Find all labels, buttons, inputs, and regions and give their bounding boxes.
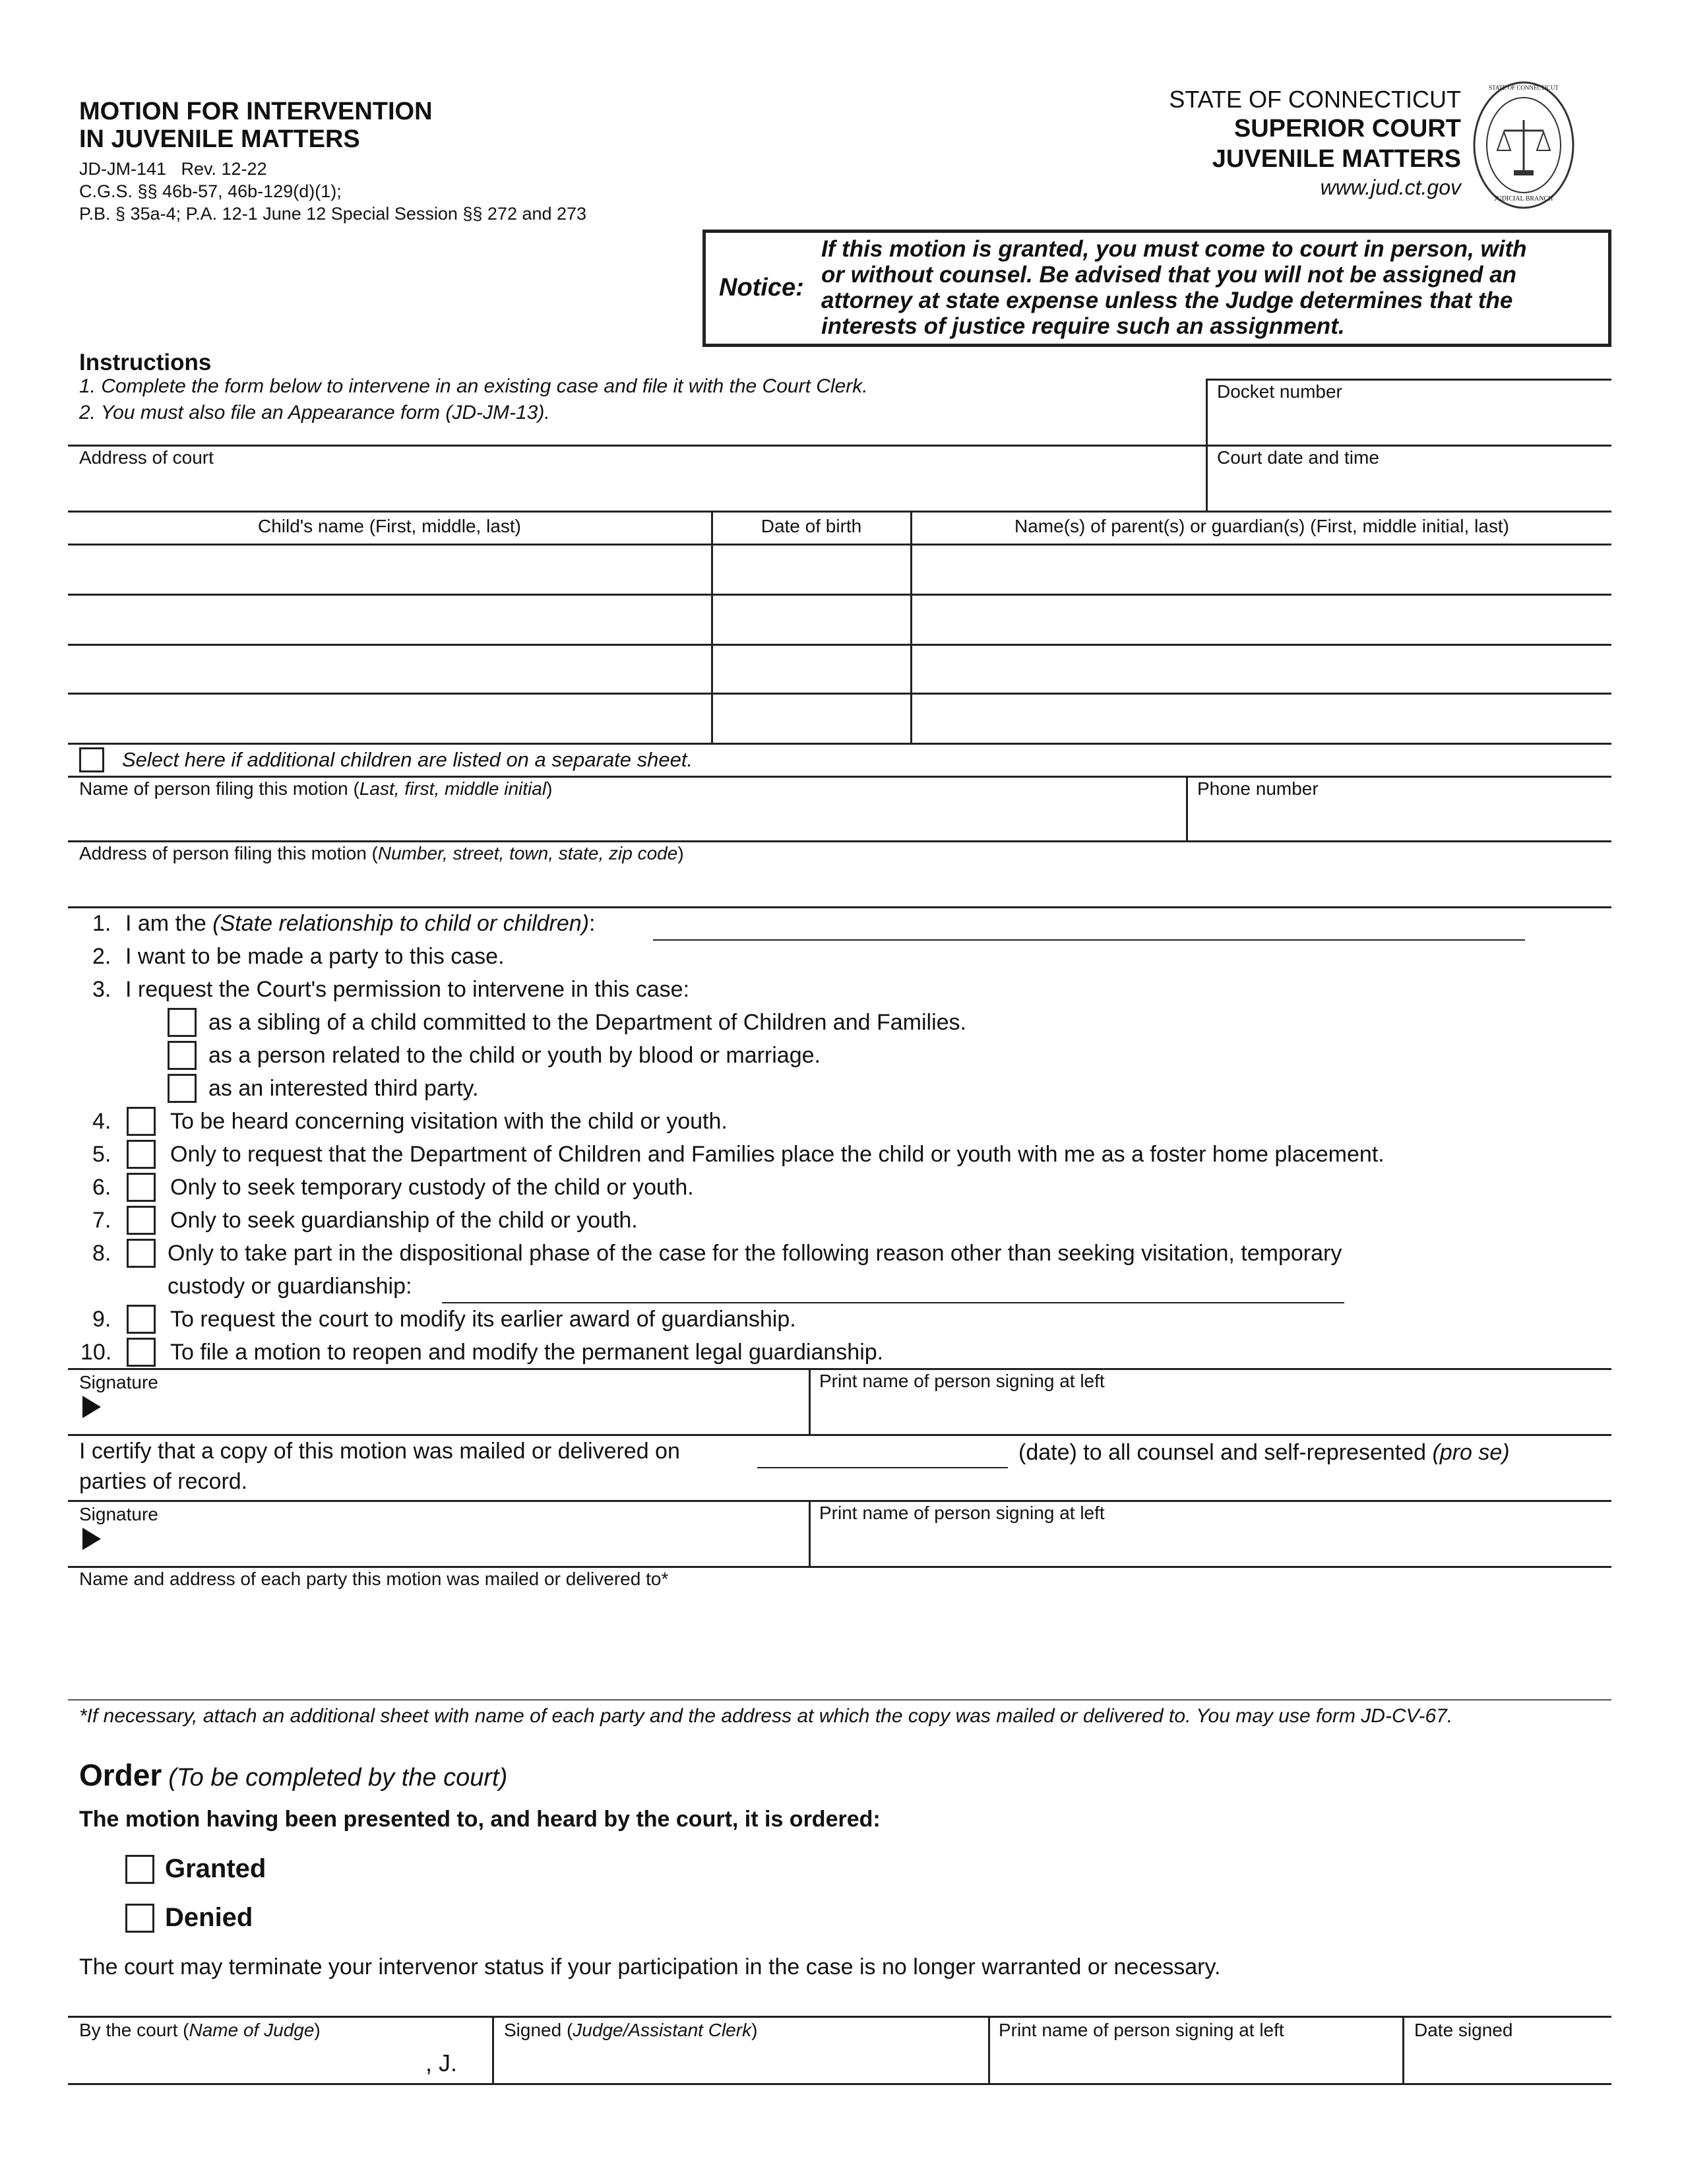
address-of-court-field[interactable] — [68, 470, 1202, 509]
notice-line4: interests of justice require such an assignment. — [821, 313, 1345, 339]
judicial-seal-icon — [1471, 79, 1576, 211]
notice-line2: or without counsel. Be advised that you will not be assigned an — [821, 262, 1517, 288]
address-of-court-label: Address of court — [79, 447, 214, 468]
filer-address-text: Address of person filing this motion ( — [79, 843, 378, 863]
statement-4-text: To be heard concerning visitation with the child or youth. — [170, 1109, 728, 1134]
parents-header: Name(s) of parent(s) or guardian(s) (First, middle initial, last) — [1014, 516, 1509, 536]
rule — [1402, 2016, 1404, 2084]
signature-field[interactable] — [68, 1393, 807, 1434]
statement-2-text: I want to be made a party to this case. — [125, 944, 505, 969]
statement-1-colon: : — [589, 911, 596, 936]
division-name: JUVENILE MATTERS — [1212, 145, 1461, 173]
rule — [68, 1434, 1611, 1436]
filer-name-text: Name of person filing this motion ( — [79, 778, 359, 799]
denied-label: Denied — [165, 1903, 253, 1932]
filer-name-label — [79, 778, 552, 799]
filer-name-close: ) — [546, 778, 553, 799]
phone-number-field[interactable] — [1190, 801, 1611, 840]
rule — [1186, 776, 1188, 842]
form-code: JD-JM-141 Rev. 12-22 — [79, 159, 267, 179]
statement-3-number: 3. — [92, 977, 111, 1002]
statement-5-text: Only to request that the Department of Children and Families place the child or youth with me as a foster home placement. — [170, 1142, 1385, 1167]
order-heading — [79, 1757, 507, 1793]
rule — [68, 511, 1611, 513]
rule — [68, 840, 1611, 842]
court-name: SUPERIOR COURT — [1233, 115, 1461, 142]
form-title-line2: IN JUVENILE MATTERS — [79, 125, 360, 153]
print-name-field[interactable] — [813, 1393, 1611, 1434]
by-court-hint: Name of Judge — [189, 2020, 315, 2040]
instructions-item1: 1. Complete the form below to intervene in an existing case and file it with the Court Clerk. — [79, 375, 868, 397]
rule — [68, 1699, 1611, 1700]
dispositional-checkbox[interactable] — [127, 1239, 156, 1268]
parties-label: Name and address of each party this motion was mailed or delivered to* — [79, 1569, 669, 1589]
child-row-1[interactable] — [68, 546, 711, 594]
statement-8-number: 8. — [92, 1241, 111, 1266]
child-row-3[interactable] — [68, 646, 711, 693]
print-name-label-2: Print name of person signing at left — [819, 1503, 1105, 1523]
rule — [68, 743, 1611, 745]
filer-address-field[interactable] — [68, 865, 1611, 905]
rule — [68, 2016, 1611, 2018]
statement-10-text: To file a motion to reopen and modify the permanent legal guardianship. — [170, 1340, 884, 1365]
print-name-label: Print name of person signing at left — [819, 1371, 1105, 1391]
signature-label: Signature — [79, 1372, 158, 1392]
statement-1-number: 1. — [92, 911, 111, 936]
certify-prose-text: (pro se) — [1432, 1440, 1510, 1465]
relationship-input[interactable] — [653, 939, 1525, 941]
statement-7-text: Only to seek guardianship of the child or youth. — [170, 1208, 638, 1233]
seal-text-bottom: JUDICIAL BRANCH — [1494, 195, 1553, 203]
court-date-time-field[interactable] — [1210, 470, 1611, 509]
seal-text-top: STATE OF CONNECTICUT — [1489, 84, 1559, 91]
form-title-line1: MOTION FOR INTERVENTION — [79, 98, 433, 125]
statement-8-text-cont: custody or guardianship: — [168, 1274, 412, 1299]
by-court-text: By the court ( — [79, 2020, 189, 2040]
statement-1-text: I am the — [125, 911, 213, 936]
rule — [68, 1368, 1611, 1370]
statement-5-number: 5. — [92, 1142, 111, 1167]
certify-date-input[interactable] — [757, 1467, 1008, 1468]
docket-number-field[interactable] — [1210, 404, 1611, 445]
court-date-time-label: Court date and time — [1217, 447, 1379, 468]
notice-line1: If this motion is granted, you must come to court in person, with — [821, 236, 1527, 262]
rule — [910, 511, 912, 744]
signed-text: Signed ( — [504, 2020, 573, 2040]
signed-hint: Judge/Assistant Clerk — [573, 2020, 752, 2040]
child-name-header: Child's name (First, middle, last) — [258, 516, 521, 536]
rule — [68, 1566, 1611, 1568]
visitation-checkbox[interactable] — [127, 1107, 156, 1136]
certify-line2: parties of record. — [79, 1469, 248, 1494]
notice-label: Notice: — [719, 274, 804, 301]
child-row-4[interactable] — [68, 695, 711, 743]
granted-checkbox[interactable] — [125, 1855, 154, 1884]
additional-children-checkbox[interactable] — [79, 747, 104, 772]
print-name-field-2[interactable] — [813, 1525, 1611, 1566]
order-subtitle: (To be completed by the court) — [168, 1764, 508, 1792]
signature-label-2: Signature — [79, 1504, 158, 1524]
order-print-name-field[interactable] — [992, 2042, 1401, 2082]
relative-label: as a person related to the child or youth by blood or marriage. — [208, 1043, 821, 1068]
rule — [68, 906, 1611, 908]
sibling-checkbox[interactable] — [168, 1008, 197, 1037]
guardianship-checkbox[interactable] — [127, 1206, 156, 1235]
statement-6-number: 6. — [92, 1175, 111, 1200]
website: www.jud.ct.gov — [1320, 175, 1461, 199]
statute-line1: C.G.S. §§ 46b-57, 46b-129(d)(1); — [79, 181, 342, 201]
rule — [809, 1500, 811, 1567]
instructions-heading: Instructions — [79, 350, 212, 375]
reopen-guardianship-checkbox[interactable] — [127, 1338, 156, 1367]
certify-date-line — [1018, 1439, 1510, 1466]
relative-checkbox[interactable] — [168, 1041, 197, 1070]
by-court-close: ) — [314, 2020, 321, 2040]
notice-line3: attorney at state expense unless the Judge determines that the — [821, 288, 1513, 313]
statement-3-text: I request the Court's permission to intervene in this case: — [125, 977, 690, 1002]
footnote: *If necessary, attach an additional sheet with name of each party and the address at which the copy was mailed or delivered to. You may use form JD-CV-67. — [79, 1705, 1453, 1727]
parties-field[interactable] — [68, 1591, 1611, 1697]
rule — [1206, 379, 1611, 381]
statute-line2: P.B. § 35a-4; P.A. 12-1 June 12 Special Session §§ 272 and 273 — [79, 204, 587, 224]
judge-suffix: , J. — [425, 2049, 458, 2076]
statement-1 — [125, 910, 595, 937]
order-statement: The motion having been presented to, and heard by the court, it is ordered: — [79, 1807, 881, 1832]
signed-label — [504, 2020, 757, 2041]
rule — [492, 2016, 494, 2084]
signed-field[interactable] — [496, 2042, 987, 2082]
statement-9-text: To request the court to modify its earlier award of guardianship. — [170, 1307, 796, 1332]
order-title: Order — [79, 1758, 162, 1792]
rule — [68, 1500, 1611, 1502]
signature-field-2[interactable] — [68, 1525, 807, 1566]
date-signed-label: Date signed — [1414, 2020, 1513, 2040]
certify-date-text: (date) to all counsel and self-represented — [1018, 1440, 1433, 1465]
child-row-2[interactable] — [68, 596, 711, 644]
court-header — [1169, 86, 1461, 201]
phone-number-label: Phone number — [1197, 778, 1319, 799]
granted-label: Granted — [165, 1854, 266, 1883]
denied-checkbox[interactable] — [125, 1904, 154, 1933]
signed-close: ) — [751, 2020, 758, 2040]
date-signed-field[interactable] — [1406, 2042, 1611, 2082]
form-title — [79, 98, 433, 153]
rule — [809, 1368, 811, 1435]
rule — [711, 511, 713, 744]
foster-placement-checkbox[interactable] — [127, 1140, 156, 1169]
statement-2-number: 2. — [92, 944, 111, 969]
notice-text — [821, 236, 1527, 339]
rule — [68, 2083, 1611, 2085]
filer-address-label — [79, 843, 684, 864]
third-party-checkbox[interactable] — [168, 1074, 197, 1103]
state-name: STATE OF CONNECTICUT — [1169, 86, 1461, 113]
statement-10-number: 10. — [80, 1340, 112, 1365]
third-party-label: as an interested third party. — [208, 1076, 479, 1101]
statement-1-hint: (State relationship to child or children) — [212, 911, 590, 936]
date-of-birth-header: Date of birth — [761, 516, 862, 536]
statement-4-number: 4. — [92, 1109, 111, 1134]
rule — [988, 2016, 990, 2084]
filer-name-field[interactable] — [68, 801, 1183, 840]
modify-guardianship-checkbox[interactable] — [127, 1305, 156, 1334]
statement-8-text: Only to take part in the dispositional phase of the case for the following reason other than seeking visitation, temporary — [168, 1241, 1342, 1266]
filer-address-close: ) — [677, 843, 684, 863]
terminate-text: The court may terminate your intervenor status if your participation in the case is no longer warranted or necessary. — [79, 1954, 1221, 1980]
instructions-item2: 2. You must also file an Appearance form (JD-JM-13). — [79, 402, 550, 423]
statement-6-text: Only to seek temporary custody of the child or youth. — [170, 1175, 694, 1200]
statement-9-number: 9. — [92, 1307, 111, 1332]
temporary-custody-checkbox[interactable] — [127, 1173, 156, 1202]
sibling-label: as a sibling of a child committed to the Department of Children and Families. — [208, 1010, 966, 1035]
additional-children-label: Select here if additional children are listed on a separate sheet. — [122, 748, 693, 771]
filer-name-hint: Last, first, middle initial — [359, 778, 547, 799]
filer-address-hint: Number, street, town, state, zip code — [377, 843, 678, 863]
docket-number-label: Docket number — [1217, 381, 1342, 402]
statement-7-number: 7. — [92, 1208, 111, 1233]
dispositional-reason-input[interactable] — [442, 1302, 1344, 1303]
by-court-label — [79, 2020, 321, 2041]
order-print-name-label: Print name of person signing at left — [999, 2020, 1284, 2040]
rule — [68, 776, 1611, 778]
judge-name-field[interactable] — [68, 2042, 424, 2082]
certify-text: I certify that a copy of this motion was mailed or delivered on — [79, 1439, 680, 1464]
rule — [68, 445, 1611, 447]
